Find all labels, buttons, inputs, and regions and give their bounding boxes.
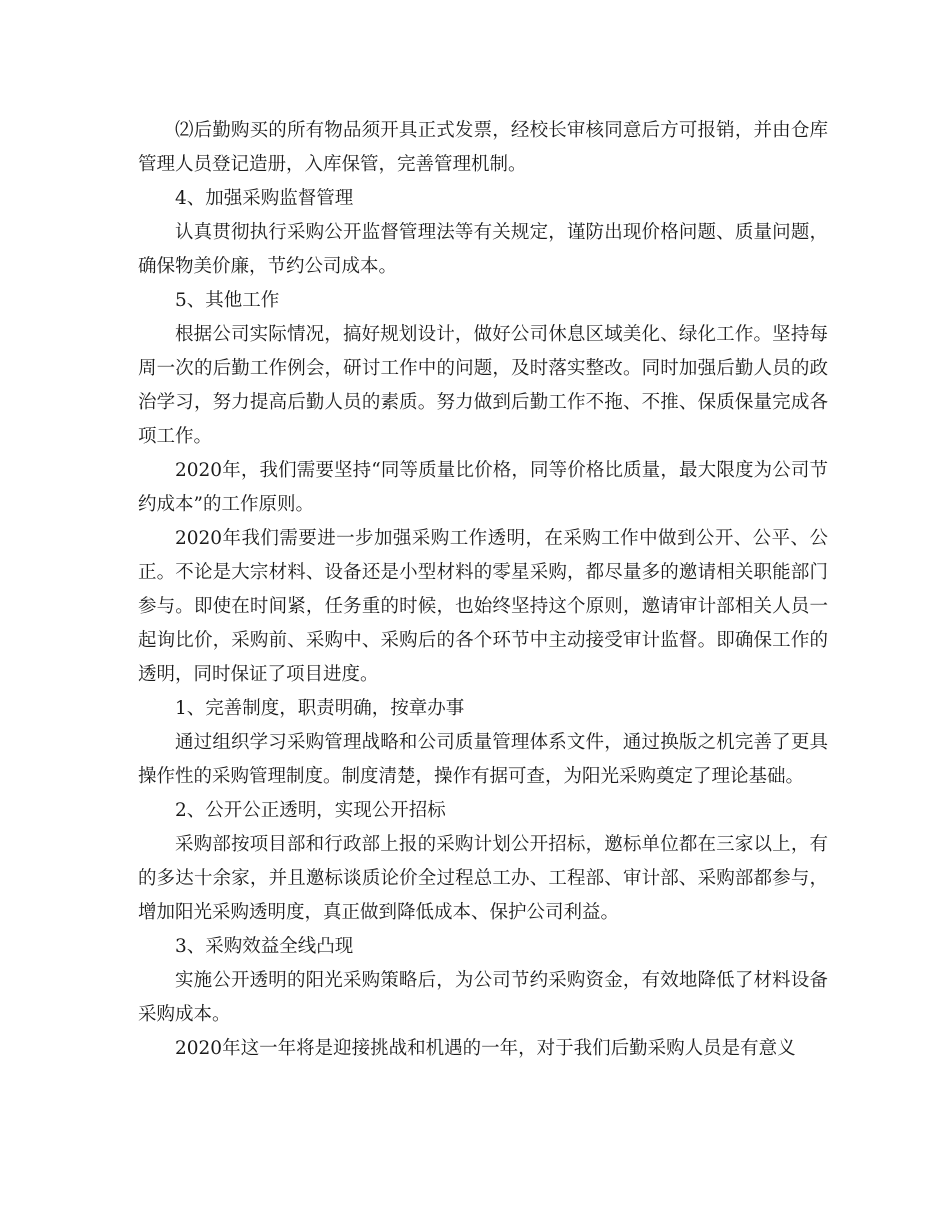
- paragraph-other-work: 根据公司实际情况，搞好规划设计，做好公司休息区域美化、绿化工作。坚持每周一次的后勤工作例会，研讨工作中的问题，及时落实整改。同时加强后勤人员的政治学习，努力提高后勤人员的素质。努力做到后勤工作不拖、不推、保质保量完成各项工作。: [138, 324, 828, 447]
- heading-other-work: 5、其他工作: [175, 290, 280, 311]
- heading-procurement-benefits: 3、采购效益全线凸现: [175, 936, 354, 957]
- paragraph-year-outlook: 2020年这一年将是迎接挑战和机遇的一年，对于我们后勤采购人员是有意义: [175, 1038, 796, 1059]
- paragraph-procurement-benefits: 实施公开透明的阳光采购策略后，为公司节约采购资金，有效地降低了材料设备采购成本。: [138, 970, 828, 1025]
- heading-supervision: 4、加强采购监督管理: [175, 188, 354, 209]
- heading-improve-system: 1、完善制度，职责明确，按章办事: [175, 698, 465, 719]
- paragraph-public-bidding: 采购部按项目部和行政部上报的采购计划公开招标，邀标单位都在三家以上，有的多达十余家，并且邀标谈质论价全过程总工办、工程部、审计部、采购部都参与，增加阳光采购透明度，真正做到降低成本、保护公司利益。: [138, 834, 828, 923]
- document-body: [138, 114, 828, 1066]
- paragraph-work-principle: 2020年，我们需要坚持“同等质量比价格，同等价格比质量，最大限度为公司节约成本”的工作原则。: [138, 460, 828, 515]
- paragraph-transparency: 2020年我们需要进一步加强采购工作透明，在采购工作中做到公开、公平、公正。不论是大宗材料、设备还是小型材料的零星采购，都尽量多的邀请相关职能部门参与。即使在时间紧，任务重的时候，也始终坚持这个原则，邀请审计部相关人员一起询比价，采购前、采购中、采购后的各个环节中主动接受审计监督。即确保工作的透明，同时保证了项目进度。: [138, 528, 828, 685]
- paragraph-supervision: 认真贯彻执行采购公开监督管理法等有关规定，谨防出现价格问题、质量问题，确保物美价廉，节约公司成本。: [138, 222, 828, 277]
- heading-public-bidding: 2、公开公正透明，实现公开招标: [175, 800, 446, 821]
- paragraph-invoice-rule: ⑵后勤购买的所有物品须开具正式发票，经校长审核同意后方可报销，并由仓库管理人员登记造册，入库保管，完善管理机制。: [138, 120, 828, 175]
- paragraph-improve-system: 通过组织学习采购管理战略和公司质量管理体系文件，通过换版之机完善了更具操作性的采购管理制度。制度清楚，操作有据可查，为阳光采购奠定了理论基础。: [138, 732, 828, 787]
